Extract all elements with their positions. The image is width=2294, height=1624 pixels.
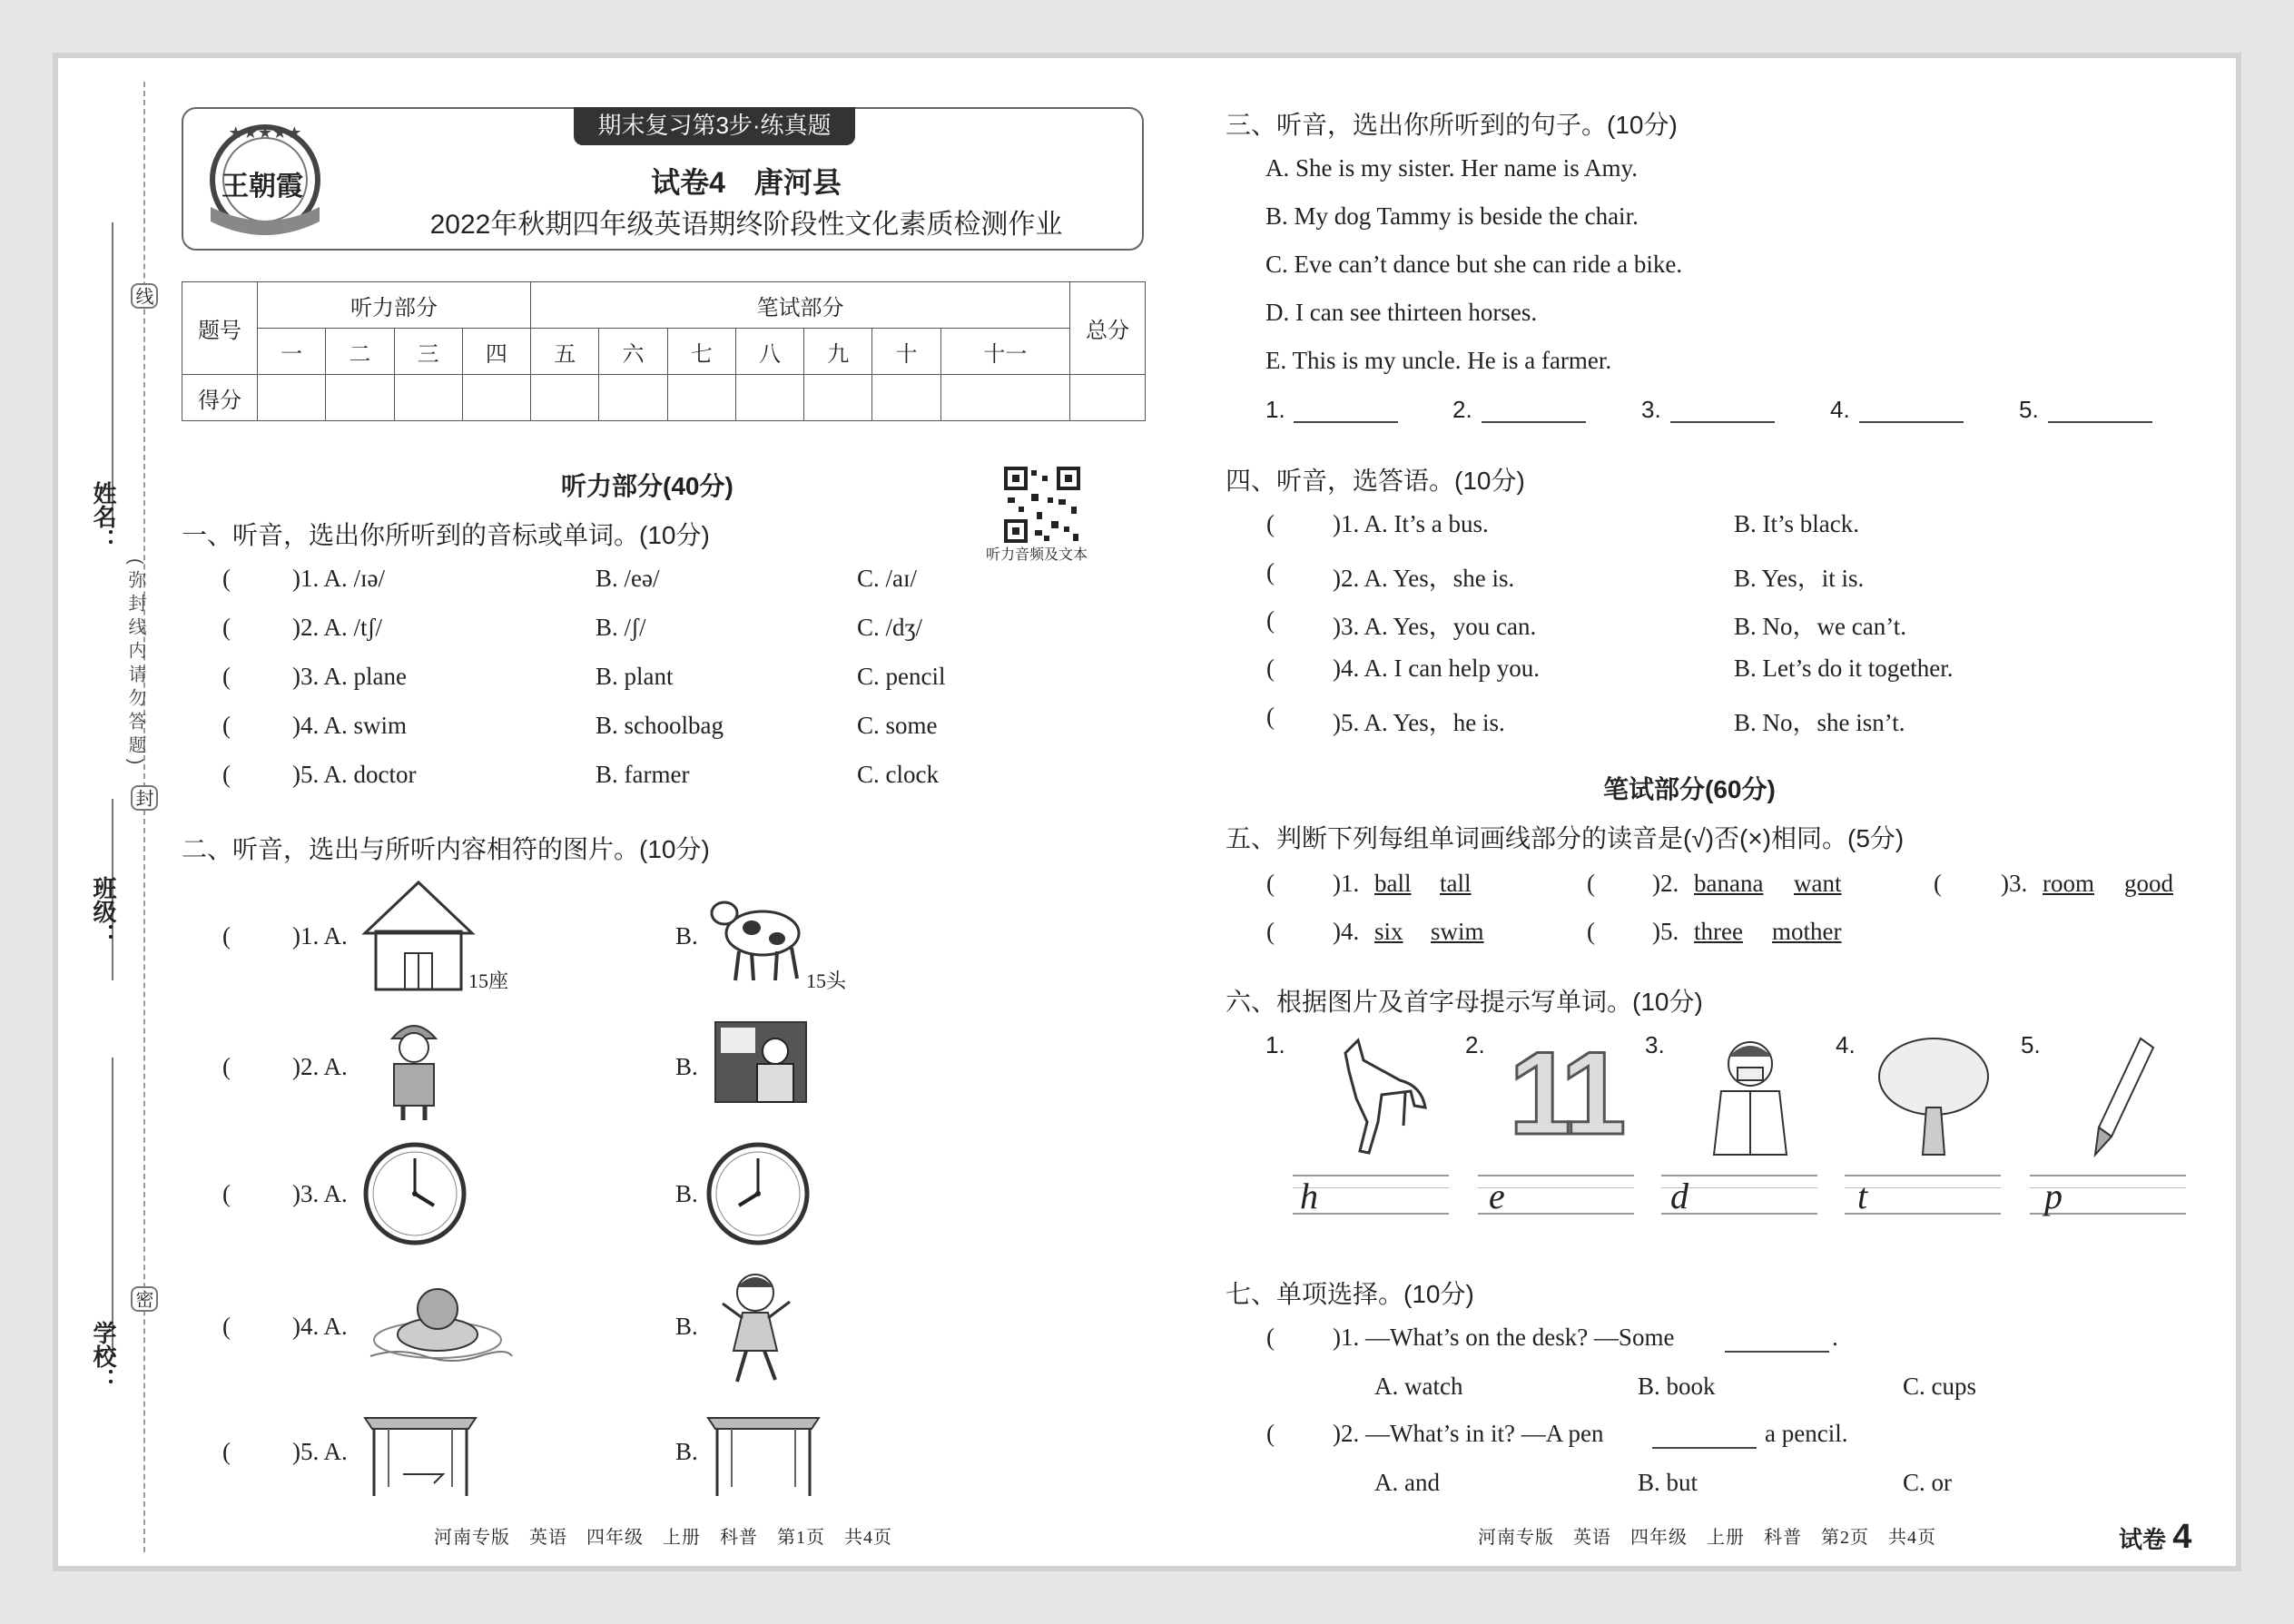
paper-number: 4: [2172, 1518, 2192, 1556]
school-label: 学校：: [90, 1321, 117, 1392]
s2-b-2: B.: [675, 1053, 698, 1080]
s4-paren[interactable]: (: [1266, 510, 1275, 537]
s1-item-1: )1. A. /ɪə/: [292, 565, 385, 592]
s5-word-2: good: [2124, 870, 2173, 897]
s5-word: [1772, 918, 1841, 946]
s3-blank[interactable]: [1859, 421, 1964, 423]
s4-a: )5. A. Yes，he is.: [1333, 709, 1505, 736]
house-image: [361, 879, 476, 993]
s7-q1: )1. —What’s on the desk? —Some: [1333, 1324, 1675, 1351]
score-cell[interactable]: [667, 375, 735, 421]
s2-b-5: B.: [675, 1438, 698, 1465]
s5-word-2: tall: [1440, 870, 1472, 897]
s4-paren[interactable]: (: [1266, 655, 1275, 682]
s1-c-1: C. /aɪ/: [857, 565, 917, 592]
seal-box: 封: [131, 785, 158, 811]
s4-b: B. It’s black.: [1734, 510, 1859, 537]
s5-title: 五、判断下列每组单词画线部分的读音是(√)否(×)相同。(5分): [1226, 824, 1905, 852]
desk-image-b: [704, 1405, 822, 1500]
s7-q2-opt: A. and: [1374, 1469, 1440, 1496]
s6-num: 4.: [1836, 1031, 1856, 1058]
s7-q2-opt: C. or: [1903, 1469, 1952, 1496]
hint-letter: p: [2044, 1176, 2063, 1216]
desk-image: [361, 1405, 479, 1500]
s7-title: 七、单项选择。(10分): [1226, 1280, 1474, 1308]
s5-num: )2.: [1652, 870, 1679, 897]
col-header: 八: [735, 329, 803, 375]
s4-a: )1. A. It’s a bus.: [1333, 510, 1489, 537]
s1-c-5: C. clock: [857, 761, 939, 788]
s4-title: 四、听音，选答语。(10分): [1226, 467, 1525, 495]
score-cell[interactable]: [326, 375, 394, 421]
score-cell[interactable]: [872, 375, 940, 421]
s3-sentence: E. This is my uncle. He is a farmer.: [1265, 347, 1612, 374]
s1-b-3: B. plant: [596, 663, 674, 690]
qr-code-icon[interactable]: [1004, 467, 1080, 543]
s7-q1-end: .: [1832, 1324, 1838, 1351]
s1-item-3: )3. A. plane: [292, 663, 407, 690]
s5-word-1: ball: [1374, 870, 1412, 897]
score-cell[interactable]: [940, 375, 1069, 421]
score-cell[interactable]: [735, 375, 803, 421]
s5-word: [2043, 870, 2094, 898]
s1-paren-4[interactable]: (: [222, 712, 231, 739]
s5-word-2: want: [1794, 870, 1842, 897]
s5-word-1: six: [1374, 918, 1403, 945]
logo-text: 王朝霞: [222, 171, 303, 202]
s3-sentence: B. My dog Tammy is beside the chair.: [1265, 202, 1639, 230]
score-cell[interactable]: [462, 375, 530, 421]
s5-word: [1794, 870, 1841, 898]
header-box: [182, 107, 1144, 251]
s4-a: )4. A. I can help you.: [1333, 655, 1540, 682]
cap-15-cows: 15头: [806, 969, 847, 992]
paper-label-text: 试卷: [2119, 1526, 2167, 1553]
eleven-image: 11: [1509, 1027, 1620, 1159]
s3-sentence: D. I can see thirteen horses.: [1265, 299, 1538, 326]
pencil-image: [2088, 1035, 2161, 1158]
s5-num: )1.: [1333, 870, 1360, 897]
qr-caption: 听力音频及文本: [986, 547, 1088, 563]
clock-image: [361, 1140, 468, 1247]
s3-blank-label: 3.: [1641, 396, 1661, 423]
s4-b: B. Let’s do it together.: [1734, 655, 1954, 682]
col-header: 一: [258, 329, 326, 375]
hint-letter: d: [1670, 1176, 1689, 1216]
s2-b-1: B.: [675, 922, 698, 950]
s6-num: 1.: [1265, 1031, 1285, 1058]
name-label: 姓名：: [90, 481, 117, 552]
s4-b: B. Yes，it is.: [1734, 565, 1865, 592]
s5-paren[interactable]: (: [1934, 870, 1942, 897]
s7-q1-opt: B. book: [1638, 1373, 1716, 1400]
s2-b-4: B.: [675, 1313, 698, 1340]
clock-image-b: [704, 1140, 812, 1247]
s3-blank[interactable]: [1670, 421, 1775, 423]
s1-title: 一、听音，选出你所听到的音标或单词。(10分): [182, 521, 710, 549]
score-cell[interactable]: [258, 375, 326, 421]
s7-q1-blank[interactable]: [1725, 1351, 1829, 1353]
paper-subtitle: 2022年秋期四年级英语期终阶段性文化素质检测作业: [429, 210, 1063, 240]
s5-num: )5.: [1652, 918, 1679, 945]
s1-item-5: )5. A. doctor: [292, 761, 417, 788]
hint-letter: t: [1857, 1176, 1868, 1216]
s2-paren-2[interactable]: (: [222, 1053, 231, 1080]
s3-blank-label: 1.: [1265, 396, 1285, 423]
s5-word: [1431, 918, 1484, 946]
s1-b-1: B. /eə/: [596, 565, 660, 592]
total-label: 总分: [1070, 282, 1146, 375]
s7-paren[interactable]: (: [1266, 1324, 1275, 1351]
s2-item-1: )1. A.: [292, 922, 348, 950]
col-header: 七: [667, 329, 735, 375]
listening-title: 听力部分(40分): [561, 472, 733, 500]
s7-q2a: )2. —What’s in it? —A pen: [1333, 1420, 1604, 1447]
doctor-image: [1710, 1035, 1790, 1158]
s2-title: 二、听音，选出与所听内容相符的图片。(10分): [182, 835, 710, 863]
col-header: 三: [394, 329, 462, 375]
s3-blank-label: 2.: [1452, 396, 1472, 423]
s5-num: )4.: [1333, 918, 1360, 945]
s7-q1-opt: A. watch: [1374, 1373, 1463, 1400]
score-cell[interactable]: [394, 375, 462, 421]
write-line[interactable]: [1845, 1175, 2001, 1215]
s2-item-3: )3. A.: [292, 1180, 348, 1207]
s1-c-3: C. pencil: [857, 663, 946, 690]
s6-title: 六、根据图片及首字母提示写单词。(10分): [1226, 988, 1703, 1016]
paper-title: 试卷4 唐河县: [651, 166, 842, 199]
s2-paren-4[interactable]: (: [222, 1313, 231, 1340]
s3-sentence: C. Eve can’t dance but she can ride a bike.: [1265, 251, 1683, 278]
s2-paren-5[interactable]: (: [222, 1438, 231, 1465]
s2-item-5: )5. A.: [292, 1438, 348, 1465]
s1-b-5: B. farmer: [596, 761, 690, 788]
s5-word-2: mother: [1772, 918, 1842, 945]
horse-image: [1327, 1035, 1429, 1158]
tree-image: [1876, 1035, 1992, 1158]
dense-box: 密: [131, 1286, 158, 1312]
s5-word: [1694, 870, 1763, 898]
col-header: 九: [804, 329, 872, 375]
col-header: 四: [462, 329, 530, 375]
class-label: 班级：: [90, 876, 117, 947]
listening-header: 听力部分: [258, 282, 531, 329]
s5-paren[interactable]: (: [1587, 870, 1595, 897]
col-header: 十: [872, 329, 940, 375]
worker-image: [379, 1015, 448, 1122]
hint-letter: h: [1300, 1176, 1318, 1216]
teacher-image: [714, 1020, 808, 1104]
s5-num: )3.: [2001, 870, 2028, 897]
s1-paren-2[interactable]: (: [222, 614, 231, 641]
s5-word-1: room: [2043, 870, 2094, 897]
s5-word: [1440, 870, 1472, 898]
s3-blank[interactable]: [2048, 421, 2152, 423]
s3-blank-label: 4.: [1830, 396, 1850, 423]
s4-a: )3. A. Yes，you can.: [1333, 613, 1537, 640]
score-cell[interactable]: [599, 375, 667, 421]
school-line: [112, 1058, 113, 1357]
paper-label: [2119, 1518, 2191, 1557]
footer-right: 河南专版 英语 四年级 上册 科普 第2页 共4页: [1478, 1528, 1936, 1548]
s1-c-4: C. some: [857, 712, 938, 739]
col-header: 六: [599, 329, 667, 375]
col-header: 五: [531, 329, 599, 375]
s5-word: [1374, 918, 1403, 946]
s3-title: 三、听音，选出你所听到的句子。(10分): [1226, 111, 1678, 139]
s1-b-2: B. /ʃ/: [596, 614, 646, 641]
s3-blank-label: 5.: [2019, 396, 2039, 423]
s4-a: )2. A. Yes，she is.: [1333, 565, 1515, 592]
cow-image: [706, 879, 813, 988]
s2-paren-3[interactable]: (: [222, 1180, 231, 1207]
step-badge: 期末复习第3步·练真题: [574, 107, 855, 145]
s2-item-4: )4. A.: [292, 1313, 348, 1340]
s4-paren[interactable]: (: [1266, 703, 1275, 730]
s7-q1-opt: C. cups: [1903, 1373, 1976, 1400]
girl-image: [717, 1267, 795, 1387]
s5-paren[interactable]: (: [1266, 870, 1275, 897]
footer-left: 河南专版 英语 四年级 上册 科普 第1页 共4页: [434, 1528, 892, 1548]
s1-paren-3[interactable]: (: [222, 663, 231, 690]
name-line: [112, 222, 113, 522]
s5-word-1: three: [1694, 918, 1743, 945]
s5-paren[interactable]: (: [1587, 918, 1595, 945]
s7-q2b: a pencil.: [1765, 1420, 1848, 1447]
cap-15-houses: 15座: [468, 969, 509, 992]
s1-b-4: B. schoolbag: [596, 712, 724, 739]
s4-b: B. No，she isn’t.: [1734, 709, 1905, 736]
s7-q2-opt: B. but: [1638, 1469, 1698, 1496]
s6-num: 2.: [1465, 1031, 1485, 1058]
score-cell[interactable]: [531, 375, 599, 421]
hint-letter: e: [1489, 1176, 1505, 1216]
s1-paren-5[interactable]: (: [222, 761, 231, 788]
s1-c-2: C. /dʒ/: [857, 614, 922, 641]
writing-header: 笔试部分: [531, 282, 1070, 329]
s6-num: 3.: [1645, 1031, 1665, 1058]
s5-word: [1694, 918, 1743, 946]
s5-word: [1374, 870, 1412, 898]
s2-item-2: )2. A.: [292, 1053, 348, 1080]
score-label: 得分: [182, 375, 258, 421]
s1-paren-1[interactable]: (: [222, 565, 231, 592]
s1-item-2: )2. A. /tʃ/: [292, 614, 382, 641]
s4-b: B. No，we can’t.: [1734, 613, 1906, 640]
seal-note: (弥封线内请勿答题): [125, 558, 145, 771]
s3-sentence: A. She is my sister. Her name is Amy.: [1265, 154, 1638, 182]
s7-q2-blank[interactable]: [1652, 1447, 1757, 1449]
score-cell[interactable]: [804, 375, 872, 421]
writing-title: 笔试部分(60分): [1603, 775, 1776, 803]
s5-paren[interactable]: (: [1266, 918, 1275, 945]
s5-word: [2124, 870, 2173, 898]
s6-num: 5.: [2021, 1031, 2041, 1058]
score-cell[interactable]: [1070, 375, 1146, 421]
svg-text:★★★★★: ★★★★★: [228, 123, 302, 142]
line-box: 线: [131, 283, 158, 309]
s1-item-4: )4. A. swim: [292, 712, 408, 739]
s7-paren[interactable]: (: [1266, 1420, 1275, 1447]
score-table: [182, 281, 1146, 421]
s4-paren[interactable]: (: [1266, 558, 1275, 586]
s2-paren-1[interactable]: (: [222, 922, 231, 950]
swimming-image: [361, 1278, 514, 1369]
col-header: 二: [326, 329, 394, 375]
q-label: 题号: [182, 282, 258, 375]
s2-b-3: B.: [675, 1180, 698, 1207]
col-header: 十一: [940, 329, 1069, 375]
s5-word-2: swim: [1431, 918, 1484, 945]
s5-word-1: banana: [1694, 870, 1764, 897]
s3-blank[interactable]: [1294, 421, 1398, 423]
s3-blank[interactable]: [1482, 421, 1586, 423]
s4-paren[interactable]: (: [1266, 606, 1275, 634]
